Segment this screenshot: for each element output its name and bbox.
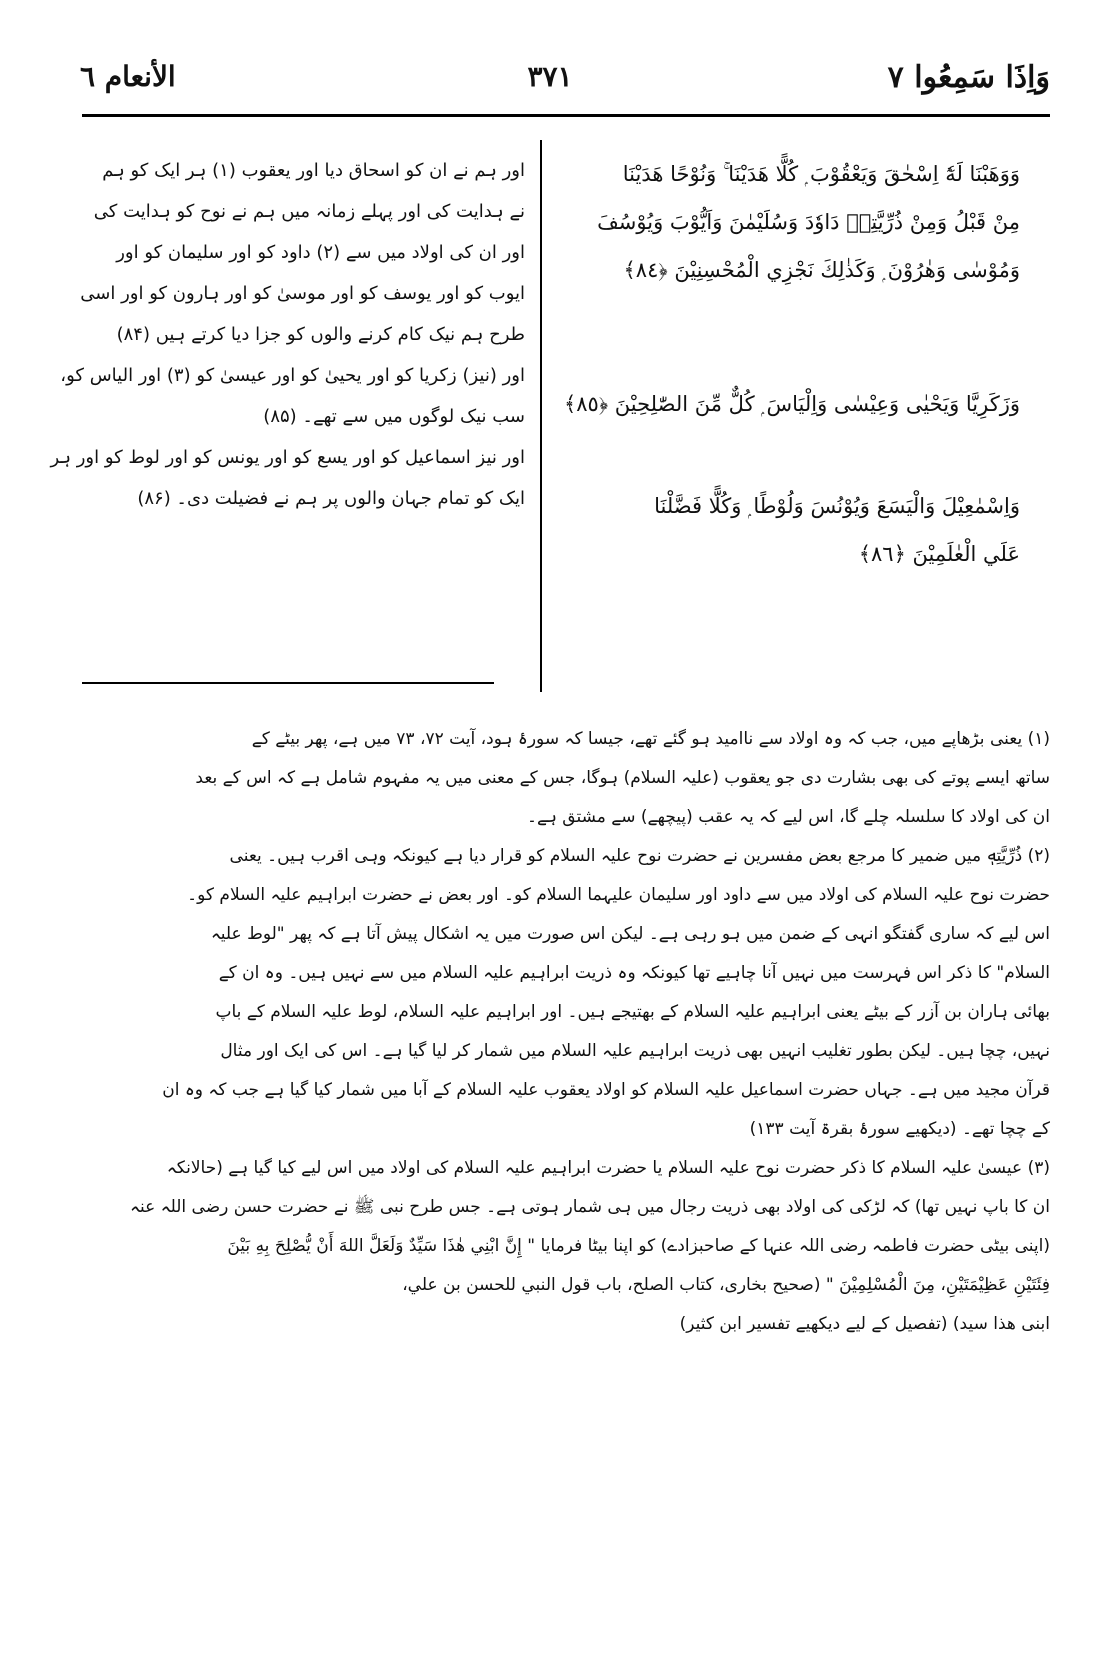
urdu-line: اور ہم نے ان کو اسحاق دیا اور یعقوب (۱) ہر ایک کو ہم [102,160,525,181]
arabic-verse-86 [560,482,1020,578]
arabic-verse-84 [560,150,1020,294]
footnote-line: ان کی اولاد کا سلسلہ چلے گا، اس لیے کہ یہ عقب (پیچھے) سے مشتق ہے۔ [527,807,1050,827]
arabic-line: وَوَهَبْنَا لَهٗٓ اِسْحٰقَ وَيَعْقُوْبَ ۭ كُلًّا هَدَيْنَا ۚ وَنُوْحًا هَدَيْنَا [622,162,1020,186]
arabic-line: مِنْ قَبْلُ وَمِنْ ذُرِّيَّتِهٖ دَاوٗدَ وَسُلَيْمٰنَ وَاَيُّوْبَ وَيُوْسُفَ [597,210,1020,234]
footnote-line: ابنی هذا سيد) (تفصیل کے لیے دیکھیے تفسیر ابن کثیر) [679,1314,1050,1334]
arabic-text-column [560,150,1020,578]
footnote-line: اس لیے کہ ساری گفتگو انہی کے ضمن میں ہو رہی ہے۔ لیکن اس صورت میں یہ اشکال پیش آتا ہے کہ پھر "لوط علیہ [210,924,1050,944]
column-divider [540,140,542,692]
footnotes [82,720,1050,1344]
surah-title: الأنعام ٦ [80,60,176,93]
footnote-line: (۲) ذُرِّيَّتِهٖ میں ضمیر کا مرجع بعض مفسرین نے حضرت نوح علیہ السلام کو قرار دیا ہے کیونکہ وہی اقرب ہیں۔ یعنی [229,846,1050,866]
footnote-rule [82,682,494,684]
urdu-line: طرح ہم نیک کام کرنے والوں کو جزا دیا کرتے ہیں (۸۴) [116,324,525,345]
footnote-line: (اپنی بیٹی حضرت فاطمہ رضی اللہ عنہا کے صاحبزادے) کو اپنا بیٹا فرمایا " إِنَّ ابْنِي هٰذَا سَيِّدٌ وَلَعَلَّ اللهَ أَنْ يُّصْلِحَ بِهِ بَيْنَ [227,1236,1050,1256]
urdu-line: نے ہدایت کی اور پہلے زمانہ میں ہم نے نوح کو ہدایت کی [93,201,525,222]
urdu-line: ایوب کو اور یوسف کو اور موسیٰ کو اور ہارون کو اور اسی [80,283,525,304]
page-header [40,60,1050,118]
footnote-line: کے چچا تھے۔ (دیکھیے سورۂ بقرۃ آیت ۱۳۳) [749,1119,1050,1139]
urdu-line: سب نیک لوگوں میں سے تھے۔ (۸۵) [263,406,525,427]
arabic-line: وَاِسْمٰعِيْلَ وَالْيَسَعَ وَيُوْنُسَ وَلُوْطًا ۭ وَكُلًّا فَضَّلْنَا [654,494,1020,518]
juz-title: وَاِذَا سَمِعُوا ٧ [887,60,1050,95]
footnote-line: ان کا باپ نہیں تھا) کہ لڑکی کی اولاد بھی ذریت رجال میں ہی شمار ہوتی ہے۔ جس طرح نبی ﷺ نے حضرت حسن رضی اللہ عنہ [130,1197,1050,1217]
footnote-line: (۳) عیسیٰ علیہ السلام کا ذکر حضرت نوح علیہ السلام یا حضرت ابراہیم علیہ السلام کی اولاد میں اس لیے کیا گیا ہے (حالانکہ [166,1158,1050,1178]
urdu-line: ایک کو تمام جہان والوں پر ہم نے فضیلت دی۔ (۸۶) [137,488,525,509]
urdu-line: اور (نیز) زکریا کو اور یحییٰ کو اور عیسیٰ کو (۳) اور الیاس کو، [60,365,525,386]
footnote-2 [82,837,1050,1149]
footnote-line: ساتھ ایسے پوتے کی بھی بشارت دی جو یعقوب (علیہ السلام) ہوگا، جس کے معنی میں یہ مفہوم شامل ہے کہ اس کے بعد [195,768,1050,788]
footnote-1 [82,720,1050,837]
footnote-3 [82,1149,1050,1344]
footnote-line: (۱) یعنی بڑھاپے میں، جب کہ وہ اولاد سے ناامید ہو گئے تھے، جیسا کہ سورۂ ہود، آیت ۷۲، ۷۳ میں ہے، پھر بیٹے کے [251,729,1050,749]
footnote-line: حضرت نوح علیہ السلام کی اولاد میں سے داود اور سلیمان علیہما السلام کو۔ اور بعض نے حضرت ابراہیم علیہ السلام کو۔ [187,885,1050,905]
arabic-line: عَلَي الْعٰلَمِيْنَ ﴿٨٦﴾ [858,542,1020,566]
footnote-line: نہیں، چچا ہیں۔ لیکن بطور تغلیب انہیں بھی ذریت ابراہیم علیہ السلام میں شمار کر لیا گیا ہے۔ اس کی ایک اور مثال [220,1041,1050,1061]
header-rule [82,114,1050,117]
urdu-line: اور نیز اسماعیل کو اور یسع کو اور یونس کو اور لوط کو اور ہر [50,447,525,468]
arabic-verse-85 [560,380,1020,428]
footnote-line: قرآن مجید میں ہے۔ جہاں حضرت اسماعیل علیہ السلام کو اولاد یعقوب علیہ السلام کے آبا میں شمار کیا گیا ہے جب کہ وہ ان [162,1080,1050,1100]
arabic-line: وَمُوْسٰى وَهٰرُوْنَ ۭ وَكَذٰلِكَ نَجْزِي الْمُحْسِنِيْنَ ﴿٨٤﴾ [623,258,1020,282]
footnote-line: بھائی ہاران بن آزر کے بیٹے یعنی ابراہیم علیہ السلام کے بھتیجے ہیں۔ اور ابراہیم علیہ السلام، لوط علیہ السلام کے باپ [215,1002,1050,1022]
footnote-line: السلام" کا ذکر اس فہرست میں نہیں آنا چاہیے تھا کیونکہ وہ ذریت ابراہیم علیہ السلام میں سے نہیں ہیں۔ وہ ان کے [218,963,1050,983]
urdu-translation-column [50,150,525,519]
page-number: ٣٧١ [527,60,573,93]
arabic-line: وَزَكَرِيَّا وَيَحْيٰى وَعِيْسٰى وَاِلْيَاسَ ۭ كُلٌّ مِّنَ الصّٰلِحِيْنَ ﴿٨٥﴾ [563,392,1020,416]
urdu-line: اور ان کی اولاد میں سے (۲) داود کو اور سلیمان کو اور [116,242,525,263]
footnote-line: فِئَتَيْنِ عَظِيْمَتَيْنِ، مِنَ الْمُسْلِمِيْنَ " (صحيح بخاری، كتاب الصلح، باب قول النبي للحسن بن علي، [402,1275,1050,1295]
